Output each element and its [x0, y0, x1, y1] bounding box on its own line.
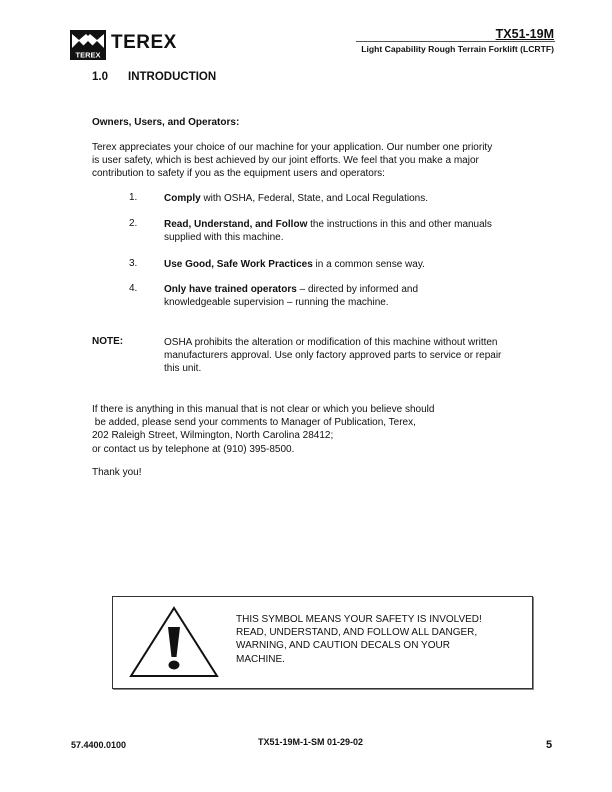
- list-item-text: with OSHA, Federal, State, and Local Regulations.: [200, 193, 429, 204]
- note-label: NOTE:: [92, 336, 124, 347]
- list-item: [164, 192, 544, 205]
- warning-triangle-icon: [128, 605, 220, 679]
- section-number: 1.0: [92, 71, 108, 83]
- contact-line: be added, please send your comments to Manager of Publication, Terex,: [92, 417, 416, 429]
- intro-line: Terex appreciates your choice of our machine for your application. Our number one priority: [92, 142, 493, 153]
- warning-line: THIS SYMBOL MEANS YOUR SAFETY IS INVOLVED!: [236, 614, 482, 625]
- thank-you: Thank you!: [92, 467, 142, 478]
- terex-logo-icon: [70, 30, 106, 60]
- logo-badge-text: TEREX: [75, 50, 101, 60]
- warning-line: MACHINE.: [236, 653, 285, 665]
- list-item-bold: Use Good, Safe Work Practices: [164, 259, 313, 270]
- list-item-continuation: supplied with this machine.: [164, 232, 284, 244]
- list-number: 1.: [129, 192, 138, 203]
- safety-warning-text: [236, 613, 526, 666]
- list-number: 4.: [129, 283, 138, 294]
- brand-wordmark: TEREX: [111, 32, 177, 53]
- list-item-continuation: knowledgeable supervision – running the machine.: [164, 297, 389, 309]
- note-text: [164, 336, 550, 376]
- footer-part-number: 57.4400.0100: [71, 740, 127, 750]
- list-item-text: – directed by informed and: [296, 284, 419, 295]
- intro-paragraph: [92, 141, 552, 181]
- header-rule: [356, 41, 555, 42]
- contact-paragraph: [92, 403, 492, 456]
- list-number: 3.: [129, 258, 138, 269]
- list-item: [164, 218, 544, 244]
- list-item-text: in a common sense way.: [312, 259, 425, 270]
- contact-line: If there is anything in this manual that is not clear or which you believe should: [92, 404, 435, 415]
- intro-line: contribution to safety if you as the equipment users and operators:: [92, 168, 385, 180]
- list-item: [164, 283, 544, 309]
- list-item-bold: Read, Understand, and Follow: [164, 219, 308, 230]
- warning-line: WARNING, AND CAUTION DECALS ON YOUR: [236, 640, 450, 652]
- note-line: this unit.: [164, 363, 202, 375]
- footer-document-id: TX51-19M-1-SM 01-29-02: [258, 737, 364, 747]
- header-subtitle: Light Capability Rough Terrain Forklift (LCRTF): [361, 44, 554, 54]
- page-number: 5: [546, 739, 553, 751]
- note-line: OSHA prohibits the alteration or modification of this machine without written: [164, 337, 498, 348]
- intro-line: is user safety, which is best achieved by our joint efforts. We feel that you make a major: [92, 155, 479, 167]
- header-model: TX51-19M: [495, 27, 554, 41]
- contact-line: or contact us by telephone at (910) 395-8500.: [92, 443, 295, 455]
- list-number: 2.: [129, 218, 138, 229]
- subheading: Owners, Users, and Operators:: [92, 117, 240, 128]
- section-title: INTRODUCTION: [128, 71, 217, 83]
- list-item-bold: Comply: [164, 193, 201, 204]
- list-item: [164, 258, 544, 271]
- list-item-text: the instructions in this and other manuals: [307, 219, 492, 230]
- contact-line: 202 Raleigh Street, Wilmington, North Carolina 28412;: [92, 430, 334, 442]
- note-line: manufacturers approval. Use only factory approved parts to service or repair: [164, 350, 502, 362]
- warning-line: READ, UNDERSTAND, AND FOLLOW ALL DANGER,: [236, 627, 478, 639]
- list-item-bold: Only have trained operators: [164, 284, 297, 295]
